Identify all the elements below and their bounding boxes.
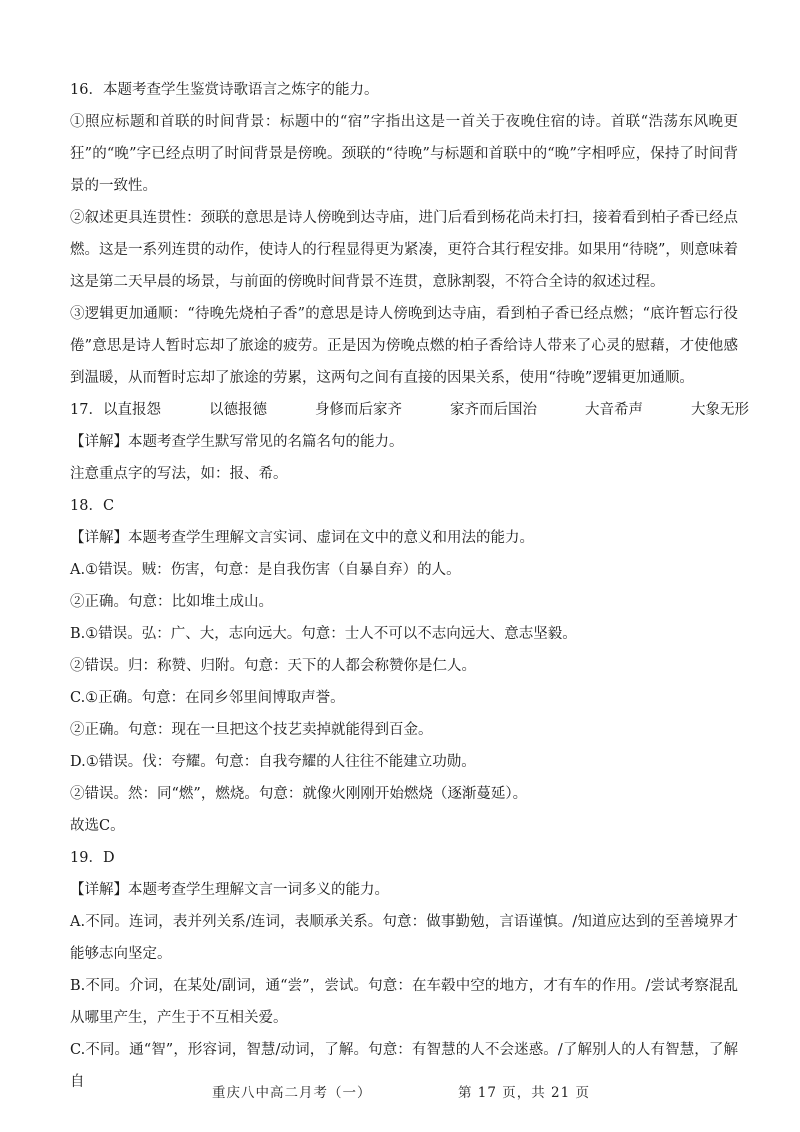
q18-title: 18．C bbox=[70, 498, 115, 514]
q17-answer-row bbox=[70, 394, 749, 426]
q18-line: ②正确。句意：现在一旦把这个技艺卖掉就能得到百金。 bbox=[70, 722, 433, 738]
q19-option-b: B.不同。介词，在某处/副词，通“尝”，尝试。句意：在车毂中空的地方，才有车的作用。/尝试考察混乱从哪里产生，产生于不互相关爱。 bbox=[70, 978, 738, 1026]
q18-detail: 【详解】本题考查学生理解文言实词、虚词在文中的意义和用法的能力。 bbox=[70, 530, 534, 546]
q16-point-3: ③逻辑更加通顺：“待晚先烧柏子香”的意思是诗人傍晚到达寺庙，看到柏子香已经点燃；“底许暂忘行役倦”意思是诗人暂时忘却了旅途的疲劳。正是因为傍晚点燃的柏子香给诗人带来了心灵的慰藉，才使他感到温暖，从而暂时忘却了旅途的劳累，这两句之间有直接的因果关系，使用“待晚”逻辑更加通顺。 bbox=[70, 306, 738, 386]
q17-answer-4: 家齐而后国治 bbox=[449, 402, 537, 418]
q18-line: D.①错误。伐：夸耀。句意：自我夸耀的人往往不能建立功勋。 bbox=[70, 754, 476, 770]
q19-option-c: C.不同。通“智”，形容词，智慧/动词，了解。句意：有智慧的人不会迷惑。/了解别人的人有智慧，了解自 bbox=[70, 1042, 738, 1090]
exam-name: 重庆八中高二月考（一） bbox=[212, 1085, 372, 1101]
q16-point-2: ②叙述更具连贯性：颈联的意思是诗人傍晚到达寺庙，进门后看到杨花尚未打扫，接着看到柏子香已经点燃。这是一系列连贯的动作，使诗人的行程显得更为紧凑，更符合其行程安排。如果用“待晓”，则意味着这是第二天早晨的场景，与前面的傍晚时间背景不连贯，意脉割裂，不符合全诗的叙述过程。 bbox=[70, 210, 738, 290]
q17-answer-1: 以直报怨 bbox=[102, 402, 161, 418]
q19-option-a: A.不同。连词，表并列关系/连词，表顺承关系。句意：做事勤勉，言语谨慎。/知道应达到的至善境界才能够志向坚定。 bbox=[70, 914, 738, 962]
q18-line: ②正确。句意：比如堆土成山。 bbox=[70, 594, 273, 610]
page-number: 第 17 页，共 21 页 bbox=[458, 1085, 591, 1101]
q18-line: ②错误。然：同“燃”，燃烧。句意：就像火刚刚开始燃烧（逐渐蔓延）。 bbox=[70, 786, 528, 802]
q18-line: B.①错误。弘：广、大，志向远大。句意：士人不可以不志向远大、意志坚毅。 bbox=[70, 626, 577, 642]
q16-title: 16．本题考查学生鉴赏诗歌语言之炼字的能力。 bbox=[70, 82, 379, 98]
q17-answer-2: 以德报德 bbox=[208, 402, 267, 418]
q17-answer-5: 大音希声 bbox=[584, 402, 643, 418]
q19-detail: 【详解】本题考查学生理解文言一词多义的能力。 bbox=[70, 882, 389, 898]
q17-number: 17． bbox=[70, 402, 103, 418]
q17-note: 注意重点字的写法，如：报、希。 bbox=[70, 466, 288, 482]
q19-title: 19．D bbox=[70, 850, 115, 866]
q18-line: C.①正确。句意：在同乡邻里间博取声誉。 bbox=[70, 690, 345, 706]
document-body bbox=[70, 74, 749, 1098]
q17-answer-6: 大象无形 bbox=[690, 402, 749, 418]
q17-answer-3: 身修而后家齐 bbox=[314, 402, 402, 418]
q17-detail: 【详解】本题考查学生默写常见的名篇名句的能力。 bbox=[70, 434, 404, 450]
q16-point-1: ①照应标题和首联的时间背景：标题中的“宿”字指出这是一首关于夜晚住宿的诗。首联“浩荡东风晚更狂”的“晚”字已经点明了时间背景是傍晚。颈联的“待晚”与标题和首联中的“晚”字相呼应，保持了时间背景的一致性。 bbox=[70, 114, 738, 194]
q18-line: A.①错误。贼：伤害，句意：是自我伤害（自暴自弃）的人。 bbox=[70, 562, 461, 578]
q18-line: ②错误。归：称赞、归附。句意：天下的人都会称赞你是仁人。 bbox=[70, 658, 476, 674]
q18-conclusion: 故选C。 bbox=[70, 818, 125, 834]
